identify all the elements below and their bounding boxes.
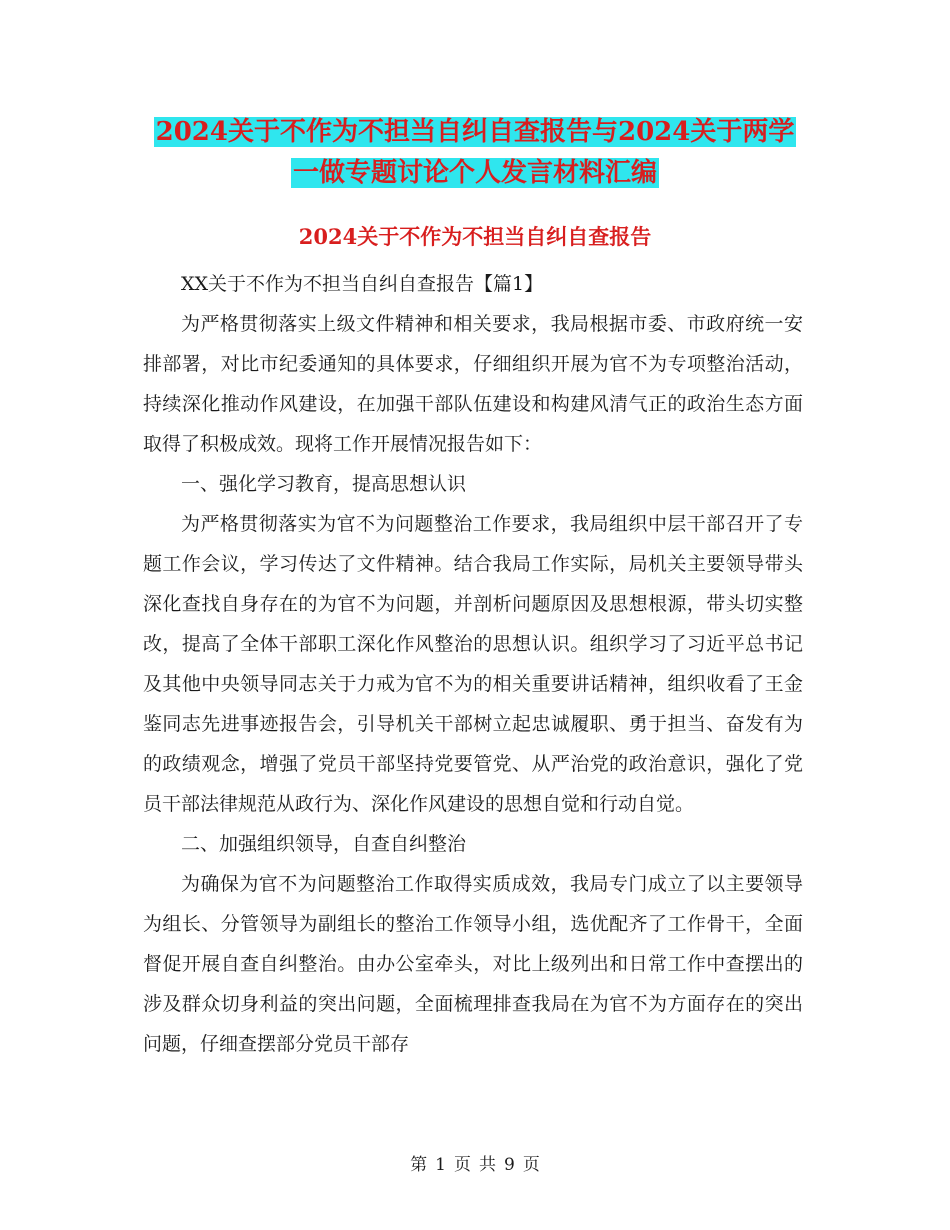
document-title-line-2 [0,158,950,188]
page-number-current: 1 [435,1155,446,1175]
document-title-line-2-text: 一做专题讨论个人发言材料汇编 [292,158,657,188]
section-heading: 二、加强组织领导，自查自纠整治 [181,833,467,855]
page-footer [0,1153,950,1177]
document-body [143,264,803,1064]
section-heading: 一、强化学习教育，提高思想认识 [181,473,467,495]
page-number-total: 9 [504,1155,515,1175]
page-label-prefix: 第 [410,1155,428,1175]
body-paragraph: 为严格贯彻落实上级文件精神和相关要求，我局根据市委、市政府统一安排部署，对比市纪委通知的具体要求，仔细组织开展为官不为专项整治活动，持续深化推动作风建设，在加强干部队伍建设和构建风清气正的政治生态方面取得了积极成效。现将工作开展情况报告如下： [143,313,803,455]
body-paragraph: 为严格贯彻落实为官不为问题整治工作要求，我局组织中层干部召开了专题工作会议，学习传达了文件精神。结合我局工作实际，局机关主要领导带头深化查找自身存在的为官不为问题，并剖析问题原因及思想根源，带头切实整改，提高了全体干部职工深化作风整治的思想认识。组织学习了习近平总书记及其他中央领导同志关于力戒为官不为的相关重要讲话精神，组织收看了王金鉴同志先进事迹报告会，引导机关干部树立起忠诚履职、勇于担当、奋发有为的政绩观念，增强了党员干部坚持党要管党、从严治党的政治意识，强化了党员干部法律规范从政行为、深化作风建设的思想自觉和行动自觉。 [143,513,803,815]
page-label-mid-1: 页 [454,1155,471,1175]
page-label-mid-2: 共 [479,1155,496,1175]
document-title-line-1 [0,117,950,147]
report-subtitle: XX关于不作为不担当自纠自查报告【篇1】 [181,273,544,295]
page-label-suffix: 页 [522,1155,540,1175]
body-paragraph: 为确保为官不为问题整治工作取得实质成效，我局专门成立了以主要领导为组长、分管领导为副组长的整治工作领导小组，选优配齐了工作骨干，全面督促开展自查自纠整治。由办公室牵头，对比上级列出和日常工作中查摆出的涉及群众切身利益的突出问题，全面梳理排查我局在为官不为方面存在的突出问题，仔细查摆部分党员干部存 [143,873,803,1055]
section-title: 2024关于不作为不担当自纠自查报告 [298,224,652,249]
document-title-line-1-text: 2024关于不作为不担当自纠自查报告与2024关于两学 [155,117,795,147]
